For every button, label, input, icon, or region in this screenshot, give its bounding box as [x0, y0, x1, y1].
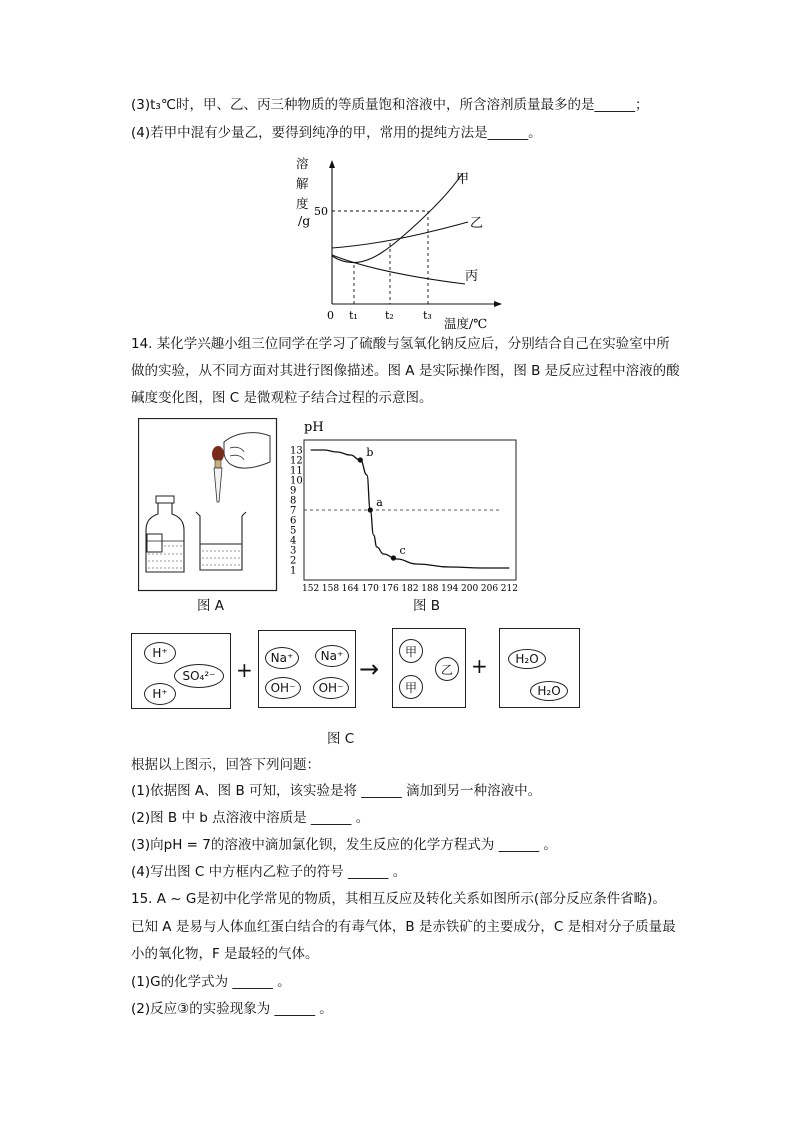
ylabel-char: 解: [296, 176, 309, 191]
question-14-intro: 做的实验，从不同方面对其进行图像描述。图 A 是实际操作图，图 B 是反应过程中溶液的酸: [131, 363, 680, 379]
figure-b-caption: 图 B: [413, 598, 441, 614]
ph-axis-label: pH: [304, 420, 324, 435]
ylabel-char: 度: [296, 196, 309, 211]
ph-y-tick-label: 5: [290, 525, 297, 537]
ph-y-tick-label: 6: [290, 515, 297, 527]
figure-a-caption: 图 A: [197, 598, 225, 614]
ph-point-a: [368, 507, 373, 512]
curve-label-yi: 乙: [470, 216, 484, 231]
ph-y-tick-label: 3: [290, 545, 297, 557]
ph-x-tick-label: 170: [361, 584, 379, 592]
ph-point-b: [358, 457, 363, 462]
solubility-graph: [290, 152, 510, 332]
question-14-intro: 碱度变化图，图 C 是微观粒子结合过程的示意图。: [131, 390, 433, 406]
ph-x-tick-label: 164: [341, 584, 359, 592]
bottle-label-icon: [147, 534, 162, 552]
question-14-4: (4)写出图 C 中方框内乙粒子的符号 ______ 。: [131, 864, 407, 880]
ph-x-tick-label: 212: [500, 584, 518, 592]
particle-box-water: [499, 628, 580, 708]
ph-y-tick-label: 7: [290, 505, 297, 517]
question-15-intro: 已知 A 是易与人体血红蛋白结合的有毒气体，B 是赤铁矿的主要成分，C 是相对分子质量最: [131, 919, 676, 935]
ph-y-tick-label: 12: [290, 455, 303, 467]
figure-b-ph-chart: [286, 418, 520, 592]
ion-h-plus: H⁺: [144, 683, 176, 705]
ph-x-tick-label: 176: [381, 584, 399, 592]
ph-x-tick-label: 194: [441, 584, 459, 592]
ph-point-c: [391, 555, 396, 560]
x-axis-arrow: [494, 301, 502, 307]
ph-y-tick-label: 10: [290, 475, 303, 487]
question-13-3: (3)t₃℃时，甲、乙、丙三种物质的等质量饱和溶液中，所含溶剂质量最多的是______；: [131, 97, 649, 113]
ph-x-tick-label: 188: [421, 584, 439, 592]
question-13-4: (4)若甲中混有少量乙，要得到纯净的甲，常用的提纯方法是______。: [131, 125, 542, 141]
ph-x-tick-label: 182: [401, 584, 419, 592]
ph-point-label-a: a: [376, 496, 383, 509]
x-tick-t2: t₂: [385, 309, 394, 322]
ph-curve: [311, 450, 510, 568]
dropper-bulb-icon: [212, 446, 224, 462]
ion-na-plus: Na⁺: [315, 645, 349, 667]
curve-label-jia: 甲: [456, 172, 470, 187]
x-axis-label: 温度/℃: [444, 316, 488, 331]
question-14-1: (1)依据图 A、图 B 可知，该实验是将 ______ 滴加到另一种溶液中。: [131, 783, 542, 799]
ion-na-plus: Na⁺: [265, 647, 299, 669]
ph-y-ticks: [290, 446, 303, 577]
ph-x-tick-label: 200: [461, 584, 479, 592]
figure-a-apparatus: [138, 418, 278, 592]
ph-y-tick-label: 1: [290, 565, 297, 577]
ph-y-tick-label: 11: [290, 465, 303, 477]
ph-y-tick-label: 4: [290, 535, 297, 547]
ph-x-ticks: [302, 584, 518, 592]
question-14-intro: 14. 某化学兴趣小组三位同学在学习了硫酸与氢氧化钠反应后，分别结合自己在实验室中所: [131, 336, 670, 352]
hand-icon: [224, 433, 270, 468]
ph-x-tick-label: 152: [302, 584, 320, 592]
solubility-ylabel: [296, 156, 310, 228]
particle-box-product: [392, 628, 466, 708]
particle-jia: 甲: [399, 639, 423, 663]
ph-point-label-c: c: [399, 544, 406, 557]
figure-c-caption: 图 C: [327, 731, 355, 747]
ph-y-tick-label: 2: [290, 555, 297, 567]
question-14-3: (3)向pH = 7的溶液中滴加氯化钡，发生反应的化学方程式为 ______ 。: [131, 837, 557, 853]
ph-y-tick-label: 13: [290, 445, 303, 457]
ion-h-plus: H⁺: [144, 642, 176, 664]
ph-x-tick-label: 158: [321, 584, 340, 592]
ion-sulfate: SO₄²⁻: [174, 664, 224, 688]
reaction-arrow-icon: →: [359, 655, 380, 683]
question-14-2: (2)图 B 中 b 点溶液中溶质是 ______ 。: [131, 810, 370, 826]
curve-bing: [332, 255, 465, 284]
question-15-1: (1)G的化学式为 ______ 。: [131, 974, 291, 990]
particle-yi: 乙: [435, 657, 459, 681]
origin-label: 0: [327, 309, 334, 322]
plus-sign: +: [471, 654, 488, 678]
question-15-intro: 15. A ~ G是初中化学常见的物质，其相互反应及转化关系如图所示(部分反应条件省略)。: [131, 891, 666, 907]
x-tick-t3: t₃: [423, 309, 432, 322]
ion-oh-minus: OH⁻: [265, 677, 301, 699]
ph-y-tick-label: 9: [290, 485, 297, 497]
curve-label-bing: 丙: [465, 269, 479, 284]
plus-sign: +: [236, 658, 253, 682]
particle-water: H₂O: [530, 681, 568, 701]
ph-point-label-b: b: [366, 446, 374, 459]
x-tick-t1: t₁: [349, 309, 358, 322]
curve-yi: [332, 222, 468, 248]
ph-y-tick-label: 8: [290, 495, 297, 507]
y-axis-arrow: [329, 160, 335, 168]
ph-x-tick-label: 206: [480, 584, 499, 592]
question-14-prompt: 根据以上图示，回答下列问题：: [131, 757, 320, 773]
y-tick-50: 50: [314, 205, 328, 218]
particle-box-acid: [131, 633, 231, 709]
particle-jia: 甲: [399, 675, 423, 699]
question-15-2: (2)反应③的实验现象为 ______ 。: [131, 1001, 333, 1017]
curve-jia: [332, 174, 462, 263]
ion-oh-minus: OH⁻: [313, 677, 349, 699]
question-15-intro: 小的氧化物，F 是最轻的气体。: [131, 946, 319, 962]
ylabel-char: 溶: [296, 156, 309, 171]
particle-box-base: [258, 630, 356, 708]
ylabel-char: /g: [298, 213, 311, 228]
ph-labeled-points: [358, 446, 406, 561]
particle-water: H₂O: [508, 649, 546, 669]
